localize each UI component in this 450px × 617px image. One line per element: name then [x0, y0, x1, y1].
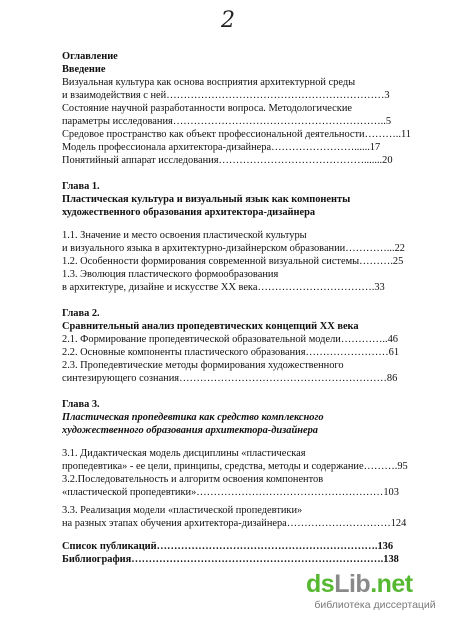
dslib-logo: dsLib.net [306, 570, 413, 598]
toc-line: 3.3. Реализация модели «пластической пропедевтики» [62, 505, 303, 516]
watermark-subtitle: библиотека диссертаций [314, 599, 436, 611]
bibliography-entry: Библиография……………………………………………………………….138 [62, 554, 399, 565]
toc-line: «пластической пропедевтики»………………………………………………103 [62, 487, 399, 498]
chapter-2-label: Глава 2. [62, 308, 100, 319]
toc-line: 1.3. Эволюция пластического формообразования [62, 269, 279, 280]
toc-heading: Оглавление [62, 51, 118, 62]
toc-line: Понятийный аппарат исследования…………………………………….......20 [62, 155, 393, 166]
chapter-1-title: художественного образования архитектора-дизайнера [62, 207, 316, 218]
chapter-2-title: Сравнительный анализ пропедевтических концепций XX века [62, 321, 359, 332]
chapter-1-title: Пластическая культура и визуальный язык как компоненты [62, 194, 351, 205]
intro-title: Введение [62, 64, 106, 75]
chapter-1-label: Глава 1. [62, 181, 100, 192]
toc-line: на разных этапах обучения архитектора-дизайнера…………………………124 [62, 518, 407, 529]
toc-line: 1.2. Особенности формирования современной визуальной системы……….25 [62, 256, 404, 267]
toc-line: 3.2.Последовательность и алгоритм освоения компонентов [62, 474, 324, 485]
publications-entry: Список публикаций……………………………………………………….136 [62, 541, 394, 552]
toc-line: 1.1. Значение и место освоения пластической культуры [62, 230, 307, 241]
toc-line: 2.1. Формирование пропедевтической образовательной модели…………..46 [62, 334, 398, 345]
toc-line: и взаимодействия с ней………………………………………………………3 [62, 90, 390, 101]
toc-line: параметры исследования……………………………………………………..5 [62, 116, 392, 127]
toc-line: 3.1. Дидактическая модель дисциплины «пластическая [62, 448, 306, 459]
toc-line: и визуального языка в архитектурно-дизайнерском образовании…………...22 [62, 243, 405, 254]
toc-line: в архитектуре, дизайне и искусстве XX века…………………………….33 [62, 282, 385, 293]
table-of-contents [62, 50, 412, 566]
toc-line: Визуальная культура как основа восприятия архитектурной среды [62, 77, 356, 88]
toc-line: Модель профессионала архитектора-дизайнера……………………......17 [62, 142, 381, 153]
page-number: 2 [221, 8, 235, 33]
chapter-3-title: Пластическая пропедевтика как средство комплексного [62, 412, 324, 423]
toc-line: Состояние научной разработанности вопроса. Методологические [62, 103, 352, 114]
toc-line: пропедевтика» - ее цели, принципы, средства, методы и содержание……….95 [62, 461, 408, 472]
chapter-3-title: художественного образования архитектора-дизайнера [62, 425, 318, 436]
toc-line: синтезирующего сознания……………………………………………………86 [62, 373, 398, 384]
chapter-3-label: Глава 3. [62, 399, 100, 410]
toc-line: Средовое пространство как объект профессиональной деятельности………..11 [62, 129, 411, 140]
dslib-watermark [300, 568, 450, 616]
toc-line: 2.3. Пропедевтические методы формирования художественного [62, 360, 344, 371]
toc-line: 2.2. Основные компоненты пластического образования……………………61 [62, 347, 400, 358]
